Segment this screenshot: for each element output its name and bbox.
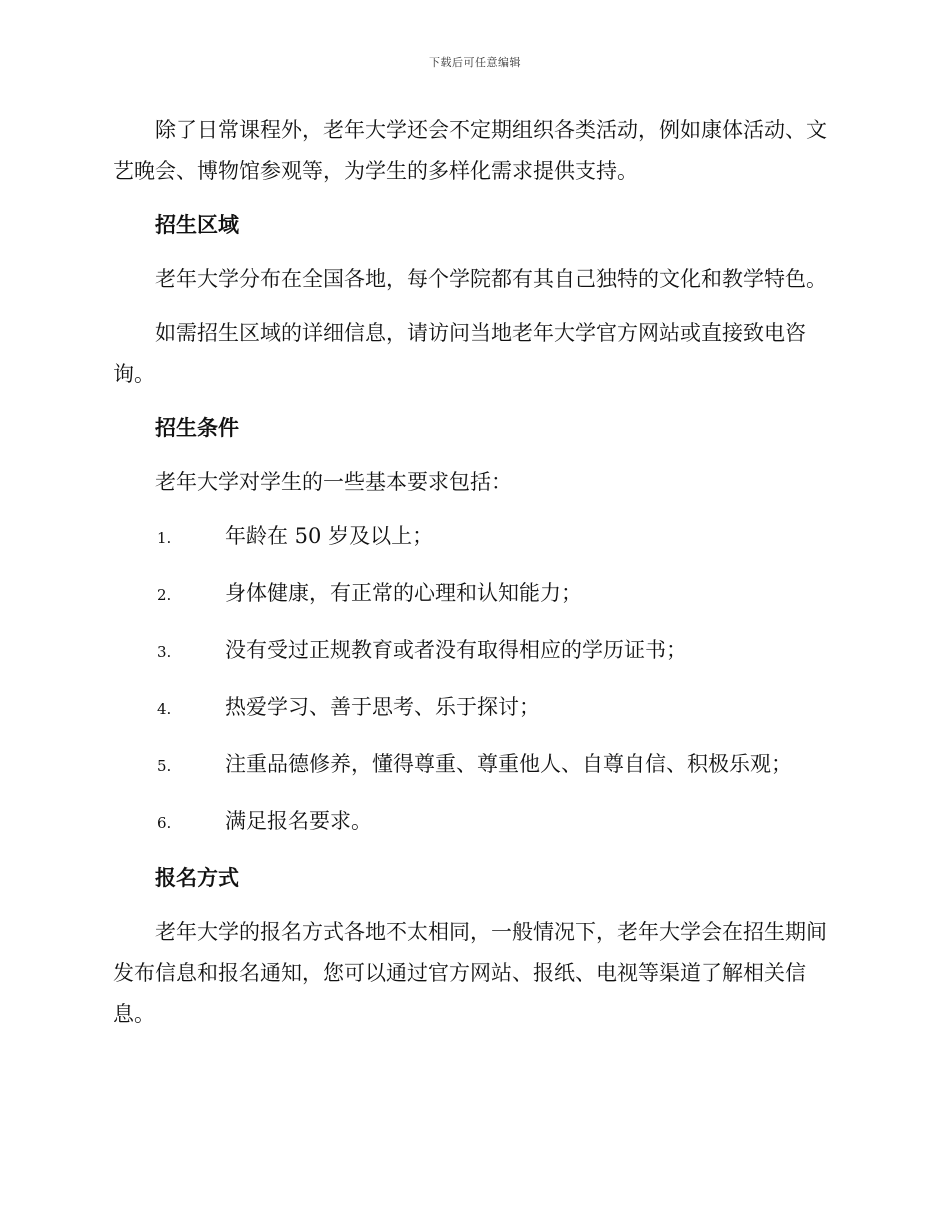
heading-region: 招生区域 xyxy=(155,213,239,237)
list-item xyxy=(113,573,833,616)
list-text: 满足报名要求。 xyxy=(225,809,372,833)
list-number: 6. xyxy=(157,814,172,832)
signup-paragraph: 老年大学的报名方式各地不太相同，一般情况下，老年大学会在招生期间发布信息和报名通知，您可以通过官方网站、报纸、电视等渠道了解相关信息。 xyxy=(113,920,827,1026)
list-text: 注重品德修养，懂得尊重、尊重他人、自尊自信、积极乐观； xyxy=(225,752,792,776)
conditions-list xyxy=(113,516,833,844)
list-number: 2. xyxy=(157,586,172,604)
list-text: 没有受过正规教育或者没有取得相应的学历证书； xyxy=(225,638,687,662)
list-number: 4. xyxy=(157,700,172,718)
list-item xyxy=(113,744,833,787)
list-text: 热爱学习、善于思考、乐于探讨； xyxy=(225,695,540,719)
list-number: 5. xyxy=(157,757,172,775)
list-item xyxy=(113,801,833,844)
list-item xyxy=(113,687,833,730)
list-text: 身体健康，有正常的心理和认知能力； xyxy=(225,581,582,605)
conditions-intro-paragraph: 老年大学对学生的一些基本要求包括： xyxy=(155,470,512,494)
list-text: 年龄在 50 岁及以上； xyxy=(225,524,434,548)
intro-paragraph: 除了日常课程外，老年大学还会不定期组织各类活动，例如康体活动、文艺晚会、博物馆参观等，为学生的多样化需求提供支持。 xyxy=(113,118,827,183)
region-paragraph-2: 如需招生区域的详细信息，请访问当地老年大学官方网站或直接致电咨询。 xyxy=(113,321,806,386)
list-item xyxy=(113,630,833,673)
list-number: 1. xyxy=(157,529,172,547)
list-item xyxy=(113,516,833,559)
page-header: 下载后可任意编辑 xyxy=(429,56,521,69)
heading-conditions: 招生条件 xyxy=(155,416,239,440)
region-paragraph-1: 老年大学分布在全国各地，每个学院都有其自己独特的文化和教学特色。 xyxy=(155,267,827,291)
document-body xyxy=(113,110,833,1048)
heading-signup: 报名方式 xyxy=(155,866,239,890)
list-number: 3. xyxy=(157,643,172,661)
